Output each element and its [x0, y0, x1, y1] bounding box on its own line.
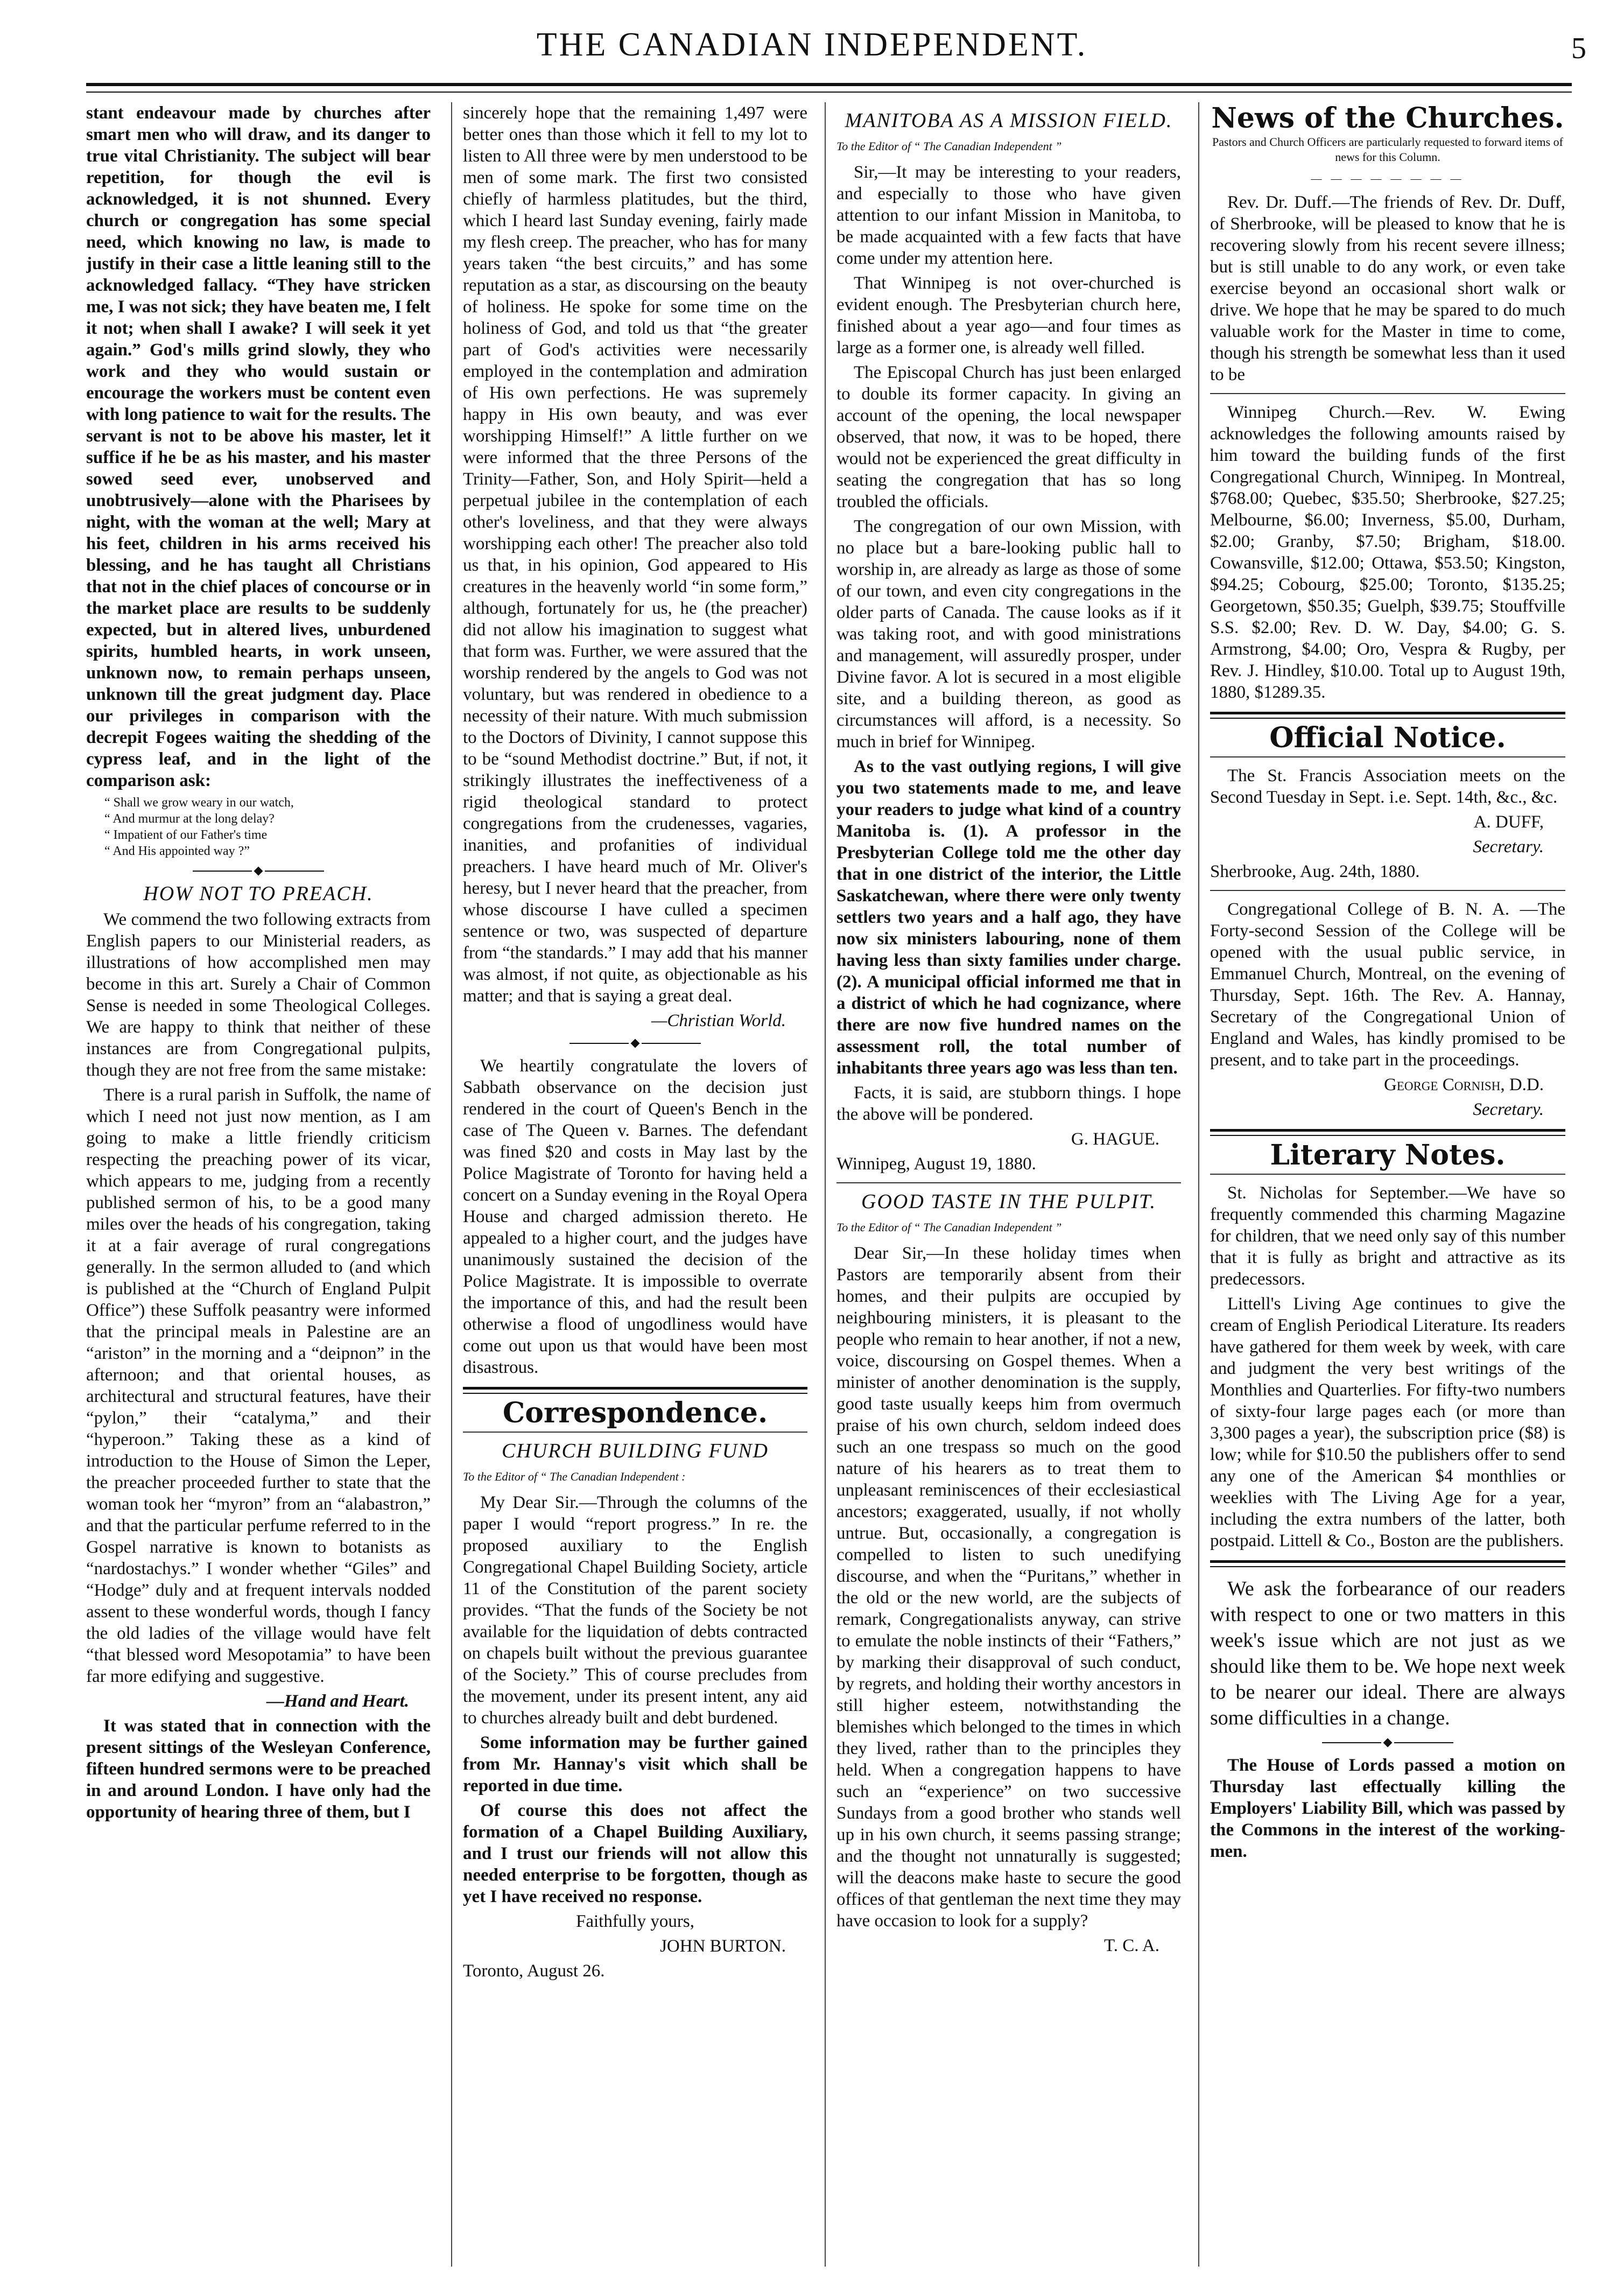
page-number: 5	[1571, 32, 1586, 65]
article-address: To the Editor of “ The Canadian Independent :	[463, 1470, 686, 1483]
article-heading: GOOD TASTE IN THE PULPIT.	[861, 1190, 1156, 1213]
decorative-dashes: — — — — — — — —	[1311, 173, 1465, 185]
column-3	[825, 102, 1181, 2267]
poem-line: “ Shall we grow weary in our watch,	[104, 796, 294, 810]
article-text: Some information may be further gained from Mr. Hannay's visit which shall be reported in due time.	[463, 1733, 807, 1795]
section-rule	[1210, 712, 1565, 719]
literary-note: Littell's Living Age continues to give the cream of English Periodical Literature. Its readers have gathered for them week by week, with care and judgment the very best writings of the Monthlies and Quarterlies. For fifty-two numbers of sixty-four large pages each (or more than 3,300 pages a year), the subscription price ($8) is low; while for $10.50 the publishers offer to send any one of the American $4 monthlies or weeklies with The Living Age for a year, including the extra numbers of the latter, both postpaid. Littell & Co., Boston are the publishers.	[1210, 1294, 1565, 1551]
article-text: Facts, it is said, are stubborn things. I hope the above will be pondered.	[836, 1083, 1181, 1124]
section-note: Pastors and Church Officers are particularly requested to forward items of news for this Column.	[1212, 135, 1564, 164]
letter-dateline: Toronto, August 26.	[463, 1961, 605, 1981]
article-text: sincerely hope that the remaining 1,497 were better ones than those which it fell to my lot to listen to All three were by men understood to be men of some mark. The first two consisted chiefly of harmless platitudes, but the third, which I heard last Sunday evening, fairly made my flesh creep. The preacher, who has for many years taken “the best circuits,” and has some reputation as a star, as discoursing on the beauty of holiness. He spoke for some time on the holiness of God, and told us that “the greater part of God's activities were necessarily employed in the contemplation and admiration of His own perfections. He was supremely happy in His own beauty, and was ever worshipping Himself!” A little further on we were informed that the three Persons of the Trinity—Father, Son, and Holy Spirit—held a perpetual jubilee in the contemplation of each other's loveliness, and that they were always worshipping each other! The preacher also told us that, in his opinion, God appeared to His creatures in the heavenly world “in some form,” although, fortunately for us, he (the preacher) did not allow his imagination to suggest what that form was. Further, we were assured that the worship rendered by the angels to God was not voluntary, but was rendered in obedience to a necessity of their nature. With much submission to the Doctors of Divinity, I cannot suppose this to be “sound Methodist doctrine.” But, if not, it strikingly illustrates the ineffectiveness of a rigid theological standard to protect congregations from the crudenesses, vagaries, inanities, and profanities of individual preachers. I have heard much of Mr. Oliver's heresy, but I never heard that the preacher, from whose discourse I have culled a specimen sentence or two, was suspected of departure from “the standards.” I may add that his manner was almost, if not quite, as objectionable as his matter; and that is saying a great deal.	[463, 103, 807, 1006]
article-text: It was stated that in connection with the present sittings of the Wesleyan Conference, fifteen hundred sermons were to be preached in and around London. I have only had the opportunity of hearing three of them, but I	[86, 1716, 431, 1822]
notice-signature: A. DUFF,	[1473, 812, 1544, 832]
column-2	[451, 102, 807, 2267]
notice-text: The St. Francis Association meets on the Second Tuesday in Sept. i.e. Sept. 14th, &c., &c.	[1210, 766, 1565, 807]
article-address: To the Editor of “ The Canadian Independent ”	[836, 139, 1062, 153]
divider	[1210, 1174, 1565, 1175]
section-ornament	[1210, 1739, 1565, 1746]
poem-line: “ And His appointed way ?”	[104, 844, 250, 858]
article-text: There is a rural parish in Suffolk, the name of which I need not just now mention, as I am going to make a little friendly criticism respecting the preaching power of its vicar, which appears to me, judging from a recently published sermon of his, to be a good many miles over the heads of his congregation, taking it at a fair average of rural congregations generally. In the sermon alluded to (and which is published at the “Church of England Pulpit Office”) these Suffolk peasantry were informed that the principal meals in Palestine are an “ariston” in the morning and a “deipnon” in the afternoon; and that oriental houses, as architectural and structural features, have their “pylon,” their “catalyma,” and their “hyperoon.” Taking these as a kind of introduction to the House of Simon the Leper, the preacher proceeded further to state that the woman took her “myron” from an “alabastron,” and that the particular perfume referred to in the Gospel narrative is known to botanists as “nardostachys.” I wonder whether “Giles” and “Hodge” duly and at frequent intervals nodded assent to these wonderful words, though I fancy the old ladies of the village would have felt “that blessed word Mesopotamia” to have been far more edifying and suggestive.	[86, 1085, 431, 1686]
letter-signature: G. HAGUE.	[1071, 1130, 1159, 1149]
poem-quote	[86, 795, 431, 859]
divider	[1210, 890, 1565, 891]
article-text: The congregation of our own Mission, with no place but a bare-looking public hall to worship in, are already as large as those of some of our town, and even city congregations in the older parts of Canada. The cause looks as if it was taking root, and with good ministrations and management, will assuredly prosper, under Divine favor. A lot is secured in a most eligible site, and a building thereon, as good as circumstances will afford, is a necessity. So much in brief for Winnipeg.	[836, 517, 1181, 752]
article-text: Sir,—It may be interesting to your readers, and especially to those who have given attention to our infant Mission in Manitoba, to be made acquainted with a few facts that have come under my attention here.	[836, 163, 1181, 268]
news-item: Winnipeg Church.—Rev. W. Ewing acknowledges the following amounts raised by him toward the building funds of the first Congregational Church, Winnipeg. In Montreal, $768.00; Quebec, $35.50; Sherbrooke, $27.25; Melbourne, $6.00; Inverness, $5.00, Durham, $2.00; Granby, $7.50; Brigham, $18.00. Cowansville, $12.00; Ottawa, $53.50; Kingston, $94.25; Cobourg, $25.00; Toronto, $135.25; Georgetown, $50.35; Guelph, $39.75; Stouffville S.S. $2.00; Rev. D. W. Day, $4.00; G. S. Armstrong, $4.00; Oro, Vespra & Rugby, per Rev. J. Hindley, $10.00. Total up to August 19th, 1880, $1289.35.	[1210, 403, 1565, 702]
notice-signature: George Cornish, D.D.	[1383, 1075, 1544, 1095]
article-heading: HOW NOT TO PREACH.	[143, 882, 374, 905]
section-heading-news: News of the Churches.	[1211, 102, 1564, 135]
article-text: The Episcopal Church has just been enlarged to double its former capacity. In giving an account of the opening, the local newspaper observed, that now, it was to be hoped, there would not be experienced the great difficulty in seating the congregation that has so long troubled the officials.	[836, 363, 1181, 511]
literary-note: St. Nicholas for September.—We have so frequently commended this charming Magazine for children, that we need only say of this number that it is fully as bright and attractive as its predecessors.	[1210, 1183, 1565, 1289]
letter-dateline: Winnipeg, August 19, 1880.	[836, 1154, 1036, 1174]
notice-signature-title: Secretary.	[1473, 837, 1544, 857]
masthead	[0, 16, 1624, 65]
article-text: My Dear Sir.—Through the columns of the paper I would “report progress.” In re. the proposed auxiliary to the English Congregational Chapel Building Society, article 11 of the Constitution of the parent society provides. “That the funds of the Society be not available for the liquidation of debts contracted on chapels built without the previous guarantee of the Society.” This of course precludes from the movement, under its present intent, any aid to churches already built and debt burdened.	[463, 1493, 807, 1728]
divider	[1210, 393, 1565, 394]
masthead-rule	[86, 83, 1572, 93]
section-rule	[1210, 1129, 1565, 1136]
notice-text: Congregational College of B. N. A. —The Forty-second Session of the College will be opened with the usual public service, in Emmanuel Church, Montreal, on the evening of Thursday, Sept. 16th. The Rev. A. Hannay, Secretary of the Congregational Union of England and Wales, has kindly promised to be present, and to take part in the proceedings.	[1210, 900, 1565, 1070]
article-text: We commend the two following extracts from English papers to our Ministerial readers, as illustrations of how accomplished men may become in this art. Surely a Chair of Common Sense is needed in some Theological Colleges. We are happy to think that neither of these instances are from Congregational pulpits, though they are not free from the same mistake:	[86, 910, 431, 1080]
section-heading-official-notice: Official Notice.	[1269, 721, 1506, 754]
letter-closing: Faithfully yours,	[576, 1912, 694, 1931]
notice-signature-title: Secretary.	[1473, 1100, 1544, 1119]
section-ornament	[463, 1040, 807, 1047]
divider	[836, 1182, 1181, 1183]
section-rule	[463, 1387, 807, 1394]
article-text: Of course this does not affect the formation of a Chapel Building Auxiliary, and I trust our friends will not allow this needed enterprise to be forgotten, though as yet I have received no response.	[463, 1801, 807, 1906]
news-item: The House of Lords passed a motion on Thursday last effectually killing the Employers' Liability Bill, which was passed by the Commons in the interest of the working-men.	[1210, 1756, 1565, 1861]
newspaper-title: THE CANADIAN INDEPENDENT.	[536, 26, 1088, 63]
letter-signature: T. C. A.	[1104, 1936, 1159, 1955]
article-text: We heartily congratulate the lovers of Sabbath observance on the decision just rendered in the court of Queen's Bench in the case of The Queen v. Barnes. The defendant was fined $20 and costs in May last by the Police Magistrate of Toronto for having held a concert on a Sunday evening in the Royal Opera House and charged admission thereto. He appealed to a higher court, and the judges have unanimously sustained the decision of the Police Magistrate. It is impossible to overrate the importance of this, and had the result been otherwise a flood of ungodliness would have come out upon us that would have been most disastrous.	[463, 1056, 807, 1377]
source-credit: —Christian World.	[651, 1011, 786, 1030]
article-address: To the Editor of “ The Canadian Independent ”	[836, 1220, 1062, 1234]
article-text: stant endeavour made by churches after smart men who will draw, and its danger to true vital Christianity. The subject will bear repetition, for though the evil is acknowledged, it is not shunned. Every church or congregation has some special need, which knowing no law, is made to justify in their case a little leaning still to the acknowledged fallacy. “They have stricken me, I was not sick; they have beaten me, I felt it not; when shall I awake? I will seek it yet again.” God's mills grind slowly, they who work and they who would sustain or encourage the workers must be content even with long patience to wait for the results. The servant is not to be above his master, let it suffice if he be as his master, and his master sowed seed ever, unobserved and unobtrusively—alone with the Pharisees by night, with the woman at the well; Mary at his feet, children in his arms received his blessing, and he has taught all Christians that not in the chief places of concourse or in the market place are results to be suddenly expected, but in altered lives, unburdened spirits, humbled hearts, in work unseen, unknown now, to remain perhaps unseen, unknown till the great judgment day. Place our privileges in comparison with the decrepit Fogees waiting the shedding of the cypress leaf, and in the light of the comparison ask:	[86, 103, 431, 790]
column-4	[1198, 102, 1565, 2267]
article-heading: CHURCH BUILDING FUND	[502, 1440, 769, 1462]
section-rule	[1210, 1560, 1565, 1567]
article-text: Dear Sir,—In these holiday times when Pastors are temporarily absent from their homes, and their pulpits are occupied by neighbouring ministers, it is pleasant to the people who remain to hear another, if not a new, voice, discoursing on Gospel themes. When a minister of another denomination is the supply, good taste usually keeps him from overmuch praise of his own church, seldom indeed does such an one trespass so much on the good nature of his hearers as to treat them to unpleasant reminiscences of their ecclesiastical ancestors; exaggerated, usually, if not wholly untrue. But, occasionally, a congregation is compelled to listen to such unedifying discourse, and when the “Puritans,” whether in the old or the new world, are the subjects of remark, Congregationalists anyway, can strive to emulate the noble instincts of their “Fathers,” by marking their disapproval of such conduct, by regrets, and holding their worthy ancestors in still higher esteem, notwithstanding the blemishes which belonged to the times in which they lived, rather than to the principles they held. When a congregation happens to have such an “experience” on two successive Sundays from a good brother who stands well up in his own church, it seems passing strange; and the thought not unnaturally is suggested; will the deacons make haste to secure the good offices of that gentleman the next time they may have occasion to look for a supply?	[836, 1244, 1181, 1931]
column-1	[86, 102, 431, 2267]
letter-signature: JOHN BURTON.	[660, 1937, 786, 1956]
news-item: Rev. Dr. Duff.—The friends of Rev. Dr. Duff, of Sherbrooke, will be pleased to know that he is recovering slowly from his recent severe illness; but is still unable to do any work, or even take exercise beyond an occasional short walk or drive. We hope that he may be spared to do much valuable work for the Master in time to come, though his strength be somewhat less than it used to be	[1210, 193, 1565, 384]
notice-dateline: Sherbrooke, Aug. 24th, 1880.	[1210, 862, 1420, 881]
poem-line: “ And murmur at the long delay?	[104, 812, 275, 826]
article-heading: MANITOBA AS A MISSION FIELD.	[845, 109, 1173, 132]
article-text: As to the vast outlying regions, I will give you two statements made to me, and leave your readers to judge what kind of a country Manitoba is. (1). A professor in the Presbyterian College told me the other day that in one district of the interior, the Little Saskatchewan, where there were only twenty settlers two years and a half ago, they have now six ministers labouring, none of them having less than sixty families under charge. (2). A municipal official informed me that in a district of which he had cognizance, where there are now five hundred names on the assessment roll, the total number of inhabitants three years ago was less than ten.	[836, 757, 1181, 1078]
section-ornament	[86, 868, 431, 874]
poem-line: “ Impatient of our Father's time	[104, 828, 268, 842]
section-heading-correspondence: Correspondence.	[502, 1397, 768, 1429]
divider	[463, 1432, 807, 1433]
editorial-note: We ask the forbearance of our readers with respect to one or two matters in this week's issue which are not just as we should like them to be. We hope next week to be nearer our ideal. There are always some difficulties in a change.	[1210, 1577, 1565, 1729]
source-credit: —Hand and Heart.	[266, 1692, 409, 1711]
divider	[1210, 756, 1565, 757]
article-text: That Winnipeg is not over-churched is evident enough. The Presbyterian church here, finished about a year ago—and four times as large as a former one, is already well filled.	[836, 273, 1181, 357]
section-heading-literary-notes: Literary Notes.	[1270, 1139, 1506, 1171]
